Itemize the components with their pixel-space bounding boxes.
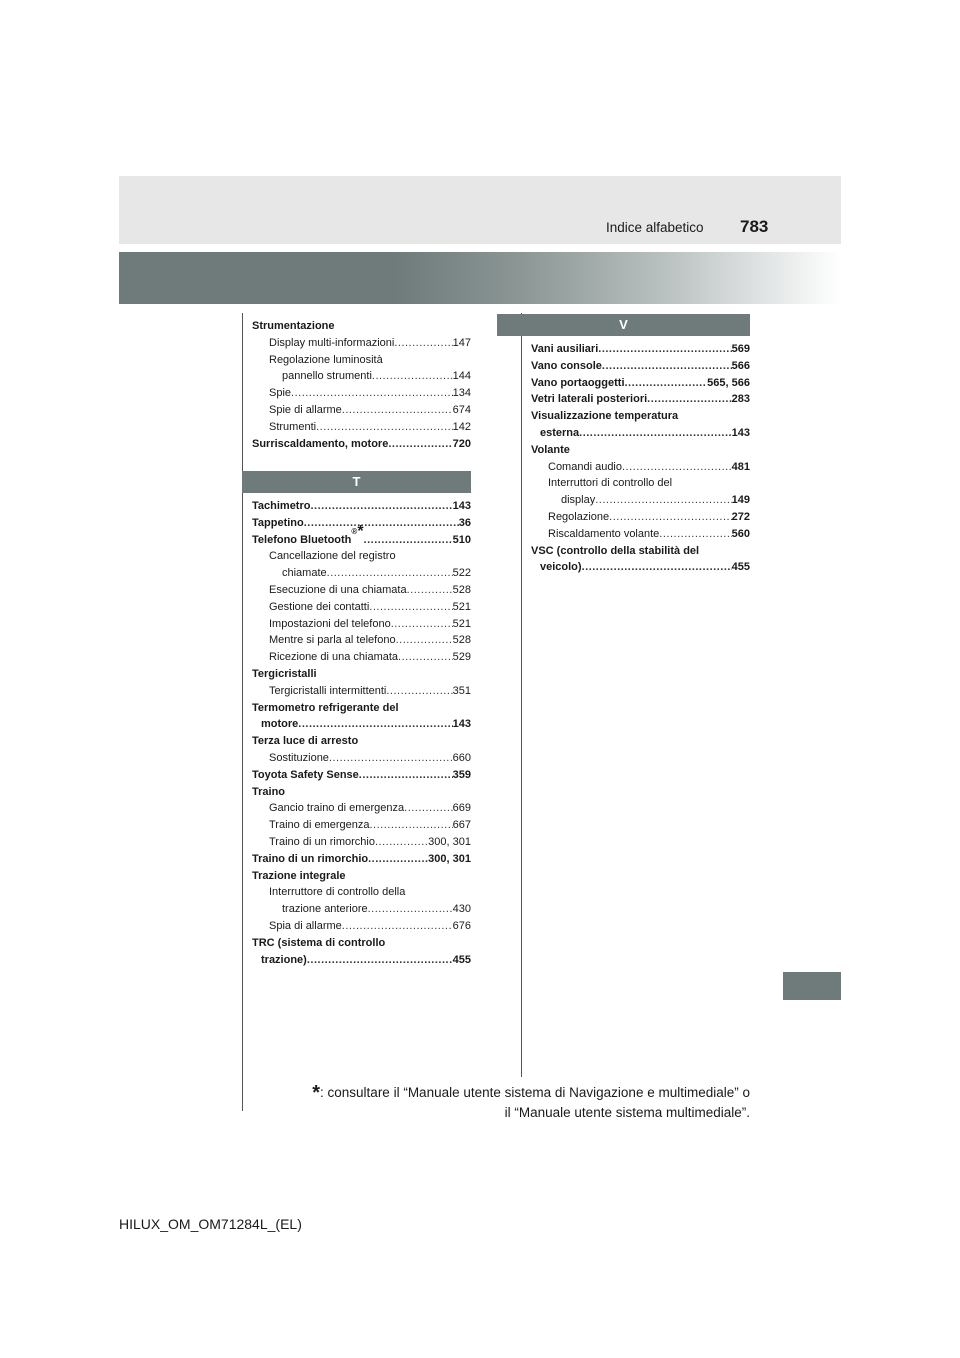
index-entry: [252, 716, 471, 733]
page-number: 783: [740, 217, 769, 236]
dot-leader: [595, 492, 731, 509]
index-entry-term: trazione anteriore: [282, 903, 368, 916]
footnote-star-mark: *: [357, 522, 364, 540]
index-entry-term: Sostituzione: [269, 751, 329, 764]
dot-leader: [625, 375, 708, 392]
letter-heading-t: T: [242, 471, 471, 493]
footnote-line-1: *: consultare il “Manuale utente sistema di Navigazione e multimediale” o: [312, 1082, 750, 1104]
index-entry: [252, 402, 471, 419]
index-entry-page: 351: [452, 684, 471, 697]
index-entry: [252, 868, 471, 885]
index-entry-term: veicolo): [540, 561, 582, 574]
index-entry-page: 510: [452, 533, 471, 546]
index-entry-page: 36: [458, 516, 471, 529]
header-band: [119, 176, 841, 244]
index-entry: [252, 901, 471, 918]
dot-leader: [647, 391, 731, 408]
index-entry-term: Spie: [269, 387, 292, 400]
index-entry-term: Traino di un rimorchio: [269, 835, 375, 848]
index-entry-term: Surriscaldamento, motore: [252, 437, 389, 450]
dot-leader: [579, 425, 732, 442]
dot-leader: [659, 526, 731, 543]
index-entry-term: Tappetino: [252, 516, 304, 529]
header-gradient-bar: [119, 252, 841, 304]
footnote-star: *: [312, 1082, 321, 1104]
dot-leader: [391, 616, 453, 633]
index-entry: [531, 408, 750, 425]
index-entry: [252, 599, 471, 616]
index-entry: [252, 419, 471, 436]
dot-leader: [396, 632, 453, 649]
index-entry: [252, 784, 471, 801]
dot-leader: [375, 834, 428, 851]
dot-leader: [307, 952, 453, 969]
dot-leader: [609, 509, 731, 526]
index-entry-term: Tergicristalli intermittenti: [269, 684, 387, 697]
index-entry-term: Display multi-informazioni: [269, 336, 395, 349]
index-entry-term: Strumenti: [269, 420, 317, 433]
right-column-block: [531, 341, 750, 576]
dot-leader: [404, 800, 453, 817]
dot-leader: [368, 901, 453, 918]
index-entry-page: 720: [452, 437, 471, 450]
index-entry-page: 149: [731, 494, 750, 507]
index-entry: [252, 649, 471, 666]
dot-leader: [369, 817, 452, 834]
index-entry: [531, 509, 750, 526]
index-entry-page: 455: [452, 953, 471, 966]
dot-leader: [342, 402, 453, 419]
index-entry: [252, 918, 471, 935]
index-entry-term: Vani ausiliari: [531, 343, 599, 355]
index-entry-term: TRC (sistema di controllo: [252, 936, 386, 949]
index-entry-page: 676: [452, 919, 471, 932]
index-entry-page: 529: [452, 651, 471, 664]
index-entry: [252, 548, 471, 565]
index-entry-term: Esecuzione di una chiamata: [269, 583, 407, 596]
index-entry-term: Trazione integrale: [252, 869, 346, 882]
index-entry-term: Riscaldamento volante: [548, 527, 660, 540]
dot-leader: [310, 498, 452, 515]
index-entry-term: Mentre si parla al telefono: [269, 634, 396, 647]
index-entry: [252, 436, 471, 453]
index-entry-term: display: [561, 494, 596, 507]
dot-leader: [582, 559, 732, 576]
index-entry-page: 669: [452, 802, 471, 815]
index-entry: [252, 352, 471, 369]
registered-mark: ®: [351, 526, 358, 536]
index-entry: [531, 526, 750, 543]
index-entry-term: Visualizzazione temperatura: [531, 410, 679, 423]
index-entry-term: Traino di un rimorchio: [252, 852, 369, 865]
index-entry-term: Volante: [531, 443, 570, 456]
index-entry-term: VSC (controllo della stabilità del: [531, 544, 700, 557]
index-entry-term: Spie di allarme: [269, 403, 342, 416]
dot-leader: [359, 767, 453, 784]
index-entry-page: 560: [731, 527, 750, 540]
left-column-block-1: [252, 318, 471, 452]
dot-leader: [327, 565, 453, 582]
index-entry: [531, 559, 750, 576]
index-entry: [252, 582, 471, 599]
index-entry-page: 521: [452, 617, 471, 630]
left-column-rule: [242, 313, 243, 1111]
index-entry-page: 566: [731, 359, 750, 372]
index-entry: [252, 565, 471, 582]
index-entry-term: Toyota Safety Sense: [252, 768, 359, 781]
index-entry-term: Interruttori di controllo del: [548, 477, 673, 490]
index-entry-page: 144: [452, 370, 471, 383]
dot-leader: [368, 851, 428, 868]
index-entry: [531, 492, 750, 509]
index-entry-page: 272: [731, 510, 750, 523]
index-entry-page: 283: [731, 393, 750, 406]
dot-leader: [304, 515, 459, 532]
index-entry-page: 481: [731, 460, 750, 473]
index-entry: [531, 425, 750, 442]
index-entry-term: Vano portaoggetti: [531, 376, 625, 389]
index-entry-page: 569: [731, 343, 750, 355]
index-entry-term: Vano console: [531, 359, 602, 372]
index-entry-term: pannello strumenti: [282, 370, 372, 383]
dot-leader: [342, 918, 453, 935]
dot-leader: [369, 599, 452, 616]
dot-leader: [394, 335, 452, 352]
index-entry: [252, 733, 471, 750]
index-entry-term: Traino: [252, 785, 286, 798]
index-entry-term: Regolazione: [548, 510, 610, 523]
index-entry-page: 528: [452, 634, 471, 647]
index-entry: [252, 817, 471, 834]
index-entry: [252, 952, 471, 969]
dot-leader: [291, 385, 453, 402]
index-entry-page: 143: [452, 500, 471, 512]
dot-leader: [622, 459, 732, 476]
index-entry: [531, 341, 750, 358]
index-entry: [252, 498, 471, 515]
index-entry-page: 134: [452, 387, 471, 400]
index-entry: [252, 851, 471, 868]
index-entry-term: Gestione dei contatti: [269, 600, 370, 613]
index-entry: [252, 616, 471, 633]
footnote: [300, 1083, 750, 1123]
dot-leader: [329, 750, 453, 767]
dot-leader: [364, 532, 453, 549]
index-entry-page: 143: [731, 426, 750, 439]
index-entry-page: 667: [452, 819, 471, 832]
index-entry: [252, 318, 471, 335]
index-entry-term: Gancio traino di emergenza: [269, 802, 405, 815]
index-entry-page: 528: [452, 583, 471, 596]
dot-leader: [398, 649, 453, 666]
index-entry: [252, 935, 471, 952]
dot-leader: [298, 716, 452, 733]
index-entry-term: chiamate: [282, 567, 327, 580]
index-entry-term: Comandi audio: [548, 460, 622, 473]
index-entry-page: 565, 566: [707, 376, 750, 389]
index-entry-term: Tachimetro: [252, 500, 311, 512]
index-entry: [531, 358, 750, 375]
index-entry-page: 300, 301: [428, 852, 471, 865]
index-entry-term: trazione): [261, 953, 307, 966]
thumb-index-tab: [783, 972, 841, 1000]
index-entry-page: 674: [452, 403, 471, 416]
index-entry-term: esterna: [540, 426, 580, 439]
dot-leader: [316, 419, 453, 436]
index-entry-page: 430: [452, 903, 471, 916]
index-entry-page: 142: [452, 420, 471, 433]
index-entry-term: Strumentazione: [252, 320, 335, 332]
index-entry: [252, 884, 471, 901]
index-entry-term: motore: [261, 718, 299, 731]
index-entry-page: 521: [452, 600, 471, 613]
index-entry-term: Impostazioni del telefono: [269, 617, 391, 630]
letter-heading-v: V: [497, 314, 750, 336]
section-title: Indice alfabetico: [606, 220, 704, 235]
index-entry-page: 455: [731, 561, 750, 574]
index-entry: [252, 666, 471, 683]
index-entry-page: 147: [452, 336, 471, 349]
index-entry-page: 143: [452, 718, 471, 731]
index-entry: [531, 475, 750, 492]
index-entry-term: Cancellazione del registro: [269, 550, 396, 563]
index-entry: [252, 700, 471, 717]
index-entry-term: Spia di allarme: [269, 919, 342, 932]
dot-leader: [372, 368, 453, 385]
footnote-line-2: il “Manuale utente sistema multimediale”.: [504, 1105, 750, 1120]
index-entry: [252, 750, 471, 767]
dot-leader: [602, 358, 732, 375]
index-entry: [531, 543, 750, 560]
index-entry-term: Vetri laterali posteriori: [531, 393, 648, 406]
index-entry-page: 359: [452, 768, 471, 781]
index-entry: [531, 459, 750, 476]
index-entry: [252, 335, 471, 352]
index-entry-term: Ricezione di una chiamata: [269, 651, 399, 664]
index-entry-term: Telefono Bluetooth: [252, 533, 352, 546]
index-entry: [252, 800, 471, 817]
index-entry: [252, 834, 471, 851]
middle-column-rule: [521, 313, 522, 1077]
index-entry-term: Termometro refrigerante del: [252, 701, 399, 714]
index-entry-term: Terza luce di arresto: [252, 735, 359, 748]
footer-document-code: HILUX_OM_OM71284L_(EL): [119, 1216, 302, 1232]
left-column-block-2: [252, 498, 471, 968]
index-entry-page: 300, 301: [428, 835, 471, 848]
index-entry-page: 522: [452, 567, 471, 580]
index-entry-term: Traino di emergenza: [269, 819, 370, 832]
dot-leader: [386, 683, 452, 700]
index-entry: [531, 391, 750, 408]
dot-leader: [407, 582, 453, 599]
dot-leader: [598, 341, 731, 358]
index-entry-term: Interruttore di controllo della: [269, 886, 406, 899]
index-entry: [252, 683, 471, 700]
index-entry: [531, 375, 750, 392]
index-entry-term: Regolazione luminosità: [269, 353, 383, 366]
index-entry: [252, 385, 471, 402]
dot-leader: [388, 436, 452, 453]
index-entry: [531, 442, 750, 459]
index-entry: [252, 767, 471, 784]
index-entry-term: Tergicristalli: [252, 667, 317, 680]
index-entry: [252, 368, 471, 385]
index-entry-page: 660: [452, 751, 471, 764]
index-entry: [252, 632, 471, 649]
